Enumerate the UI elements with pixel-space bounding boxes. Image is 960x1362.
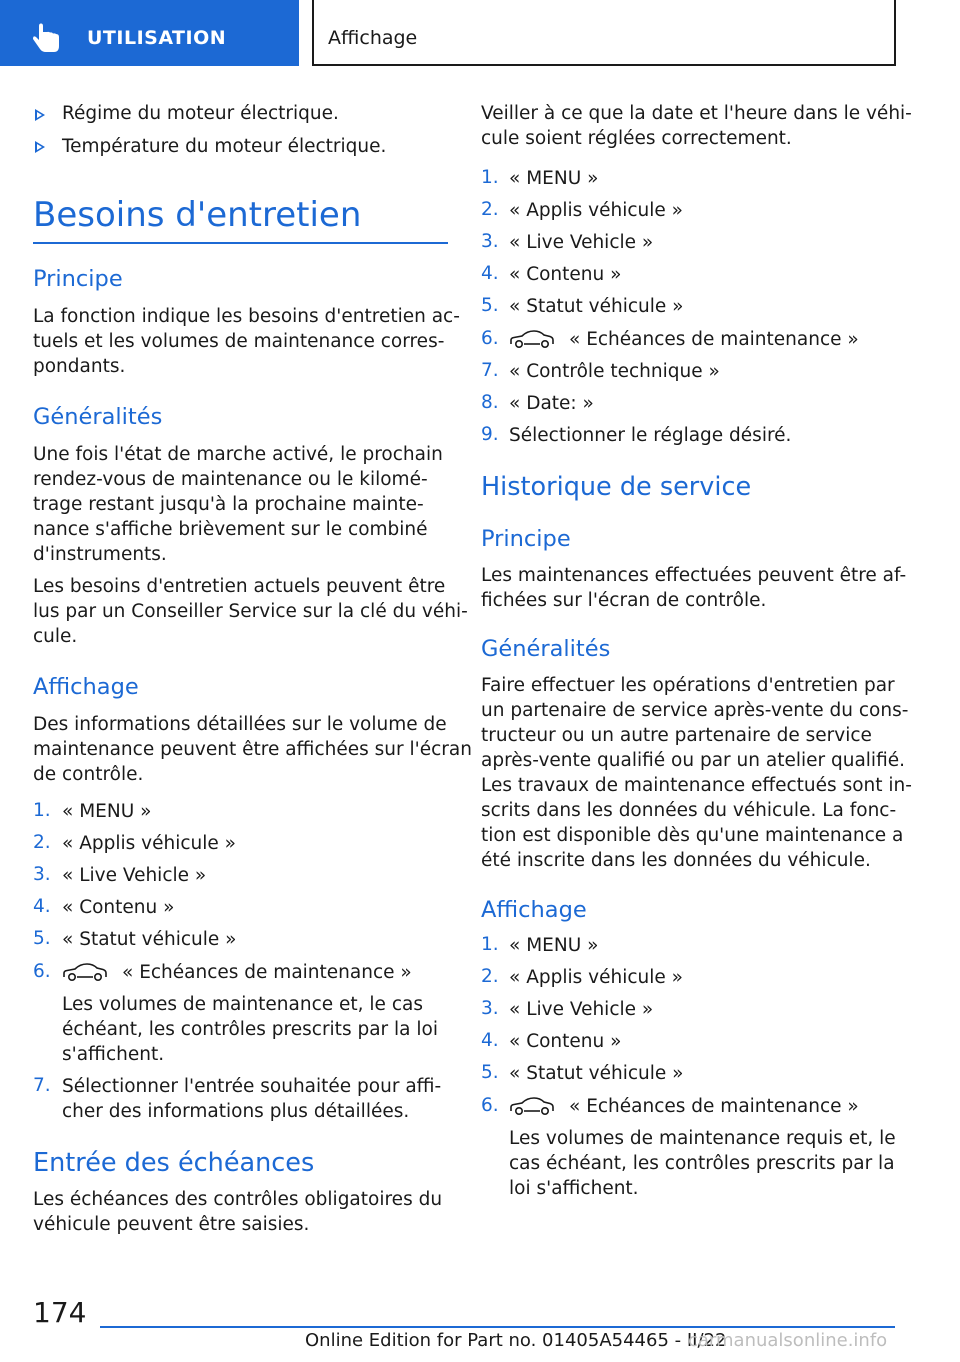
step-text: « Contenu »	[509, 264, 622, 285]
paragraph-line: fichées sur l'écran de contrôle.	[481, 590, 767, 611]
step-number: 2.	[481, 199, 499, 220]
header-title-box	[312, 0, 896, 66]
paragraph-line: véhicule peuvent être saisies.	[33, 1214, 310, 1235]
step-number: 3.	[481, 998, 499, 1019]
step-number: 6.	[33, 961, 51, 982]
section-heading: Besoins d'entretien	[33, 195, 362, 235]
footer-rule	[100, 1326, 895, 1328]
watermark: carmanualsonline.info	[688, 1330, 888, 1351]
step-number: 3.	[481, 231, 499, 252]
paragraph-line: tructeur ou un autre partenaire de service	[481, 725, 872, 746]
step-text: « Echéances de maintenance »	[569, 329, 859, 350]
step-number: 5.	[33, 928, 51, 949]
header-section-label: UTILISATION	[87, 27, 227, 49]
step-text: « MENU »	[62, 801, 152, 822]
paragraph-line: tuels et les volumes de maintenance corres-	[33, 331, 445, 352]
paragraph-line: Les besoins d'entretien actuels peuvent être	[33, 576, 446, 597]
bullet-item: Température du moteur électrique.	[62, 136, 387, 157]
footer-edition: Online Edition for Part no. 01405A54465 - II/22	[305, 1330, 727, 1351]
step-text: « MENU »	[509, 935, 599, 956]
subheading-affichage: Affichage	[33, 674, 139, 700]
bullet-triangle-icon	[35, 109, 45, 121]
step-text: « Applis véhicule »	[509, 200, 683, 221]
step-number: 3.	[33, 864, 51, 885]
step-text: « Statut véhicule »	[62, 929, 237, 950]
paragraph-line: Les travaux de maintenance effectués sont in-	[481, 775, 912, 796]
step-number: 1.	[33, 800, 51, 821]
step-number: 9.	[481, 424, 499, 445]
paragraph-line: cule.	[33, 626, 78, 647]
step-number: 1.	[481, 934, 499, 955]
step-detail-line: cas échéant, les contrôles prescrits par la	[509, 1153, 895, 1174]
paragraph-line: pondants.	[33, 356, 126, 377]
step-text: « Echéances de maintenance »	[569, 1096, 859, 1117]
car-icon	[62, 962, 108, 982]
paragraph-line: maintenance peuvent être affichées sur l'écran	[33, 739, 472, 760]
step-detail-line: Les volumes de maintenance requis et, le	[509, 1128, 896, 1149]
paragraph-line: Faire effectuer les opérations d'entretien par	[481, 675, 895, 696]
paragraph-line: un partenaire de service après-vente du cons-	[481, 700, 909, 721]
paragraph-line: lus par un Conseiller Service sur la clé du véhi-	[33, 601, 468, 622]
step-text: « Echéances de maintenance »	[122, 962, 412, 983]
step-number: 8.	[481, 392, 499, 413]
paragraph-line: de contrôle.	[33, 764, 144, 785]
page-number: 174	[33, 1296, 87, 1329]
header-title: Affichage	[328, 27, 418, 49]
step-number: 4.	[481, 263, 499, 284]
step-number: 4.	[33, 896, 51, 917]
subheading-principe: Principe	[481, 526, 571, 552]
paragraph-line: après-vente qualifié ou par un atelier qualifié.	[481, 750, 905, 771]
subheading-generalites: Généralités	[481, 636, 611, 662]
step-text: « Contenu »	[62, 897, 175, 918]
bullet-item: Régime du moteur électrique.	[62, 103, 339, 124]
paragraph-line: trage restant jusqu'à la prochaine mainte-	[33, 494, 424, 515]
step-text: « MENU »	[509, 168, 599, 189]
subheading-generalites: Généralités	[33, 404, 163, 430]
step-number: 2.	[481, 966, 499, 987]
step-detail-line: cher des informations plus détaillées.	[62, 1101, 410, 1122]
paragraph-line: Veiller à ce que la date et l'heure dans le véhi-	[481, 103, 912, 124]
step-text: Sélectionner le réglage désiré.	[509, 425, 792, 446]
subheading-affichage: Affichage	[481, 897, 587, 923]
step-text: « Contrôle technique »	[509, 361, 720, 382]
paragraph-line: Une fois l'état de marche activé, le prochain	[33, 444, 443, 465]
step-text: « Applis véhicule »	[62, 833, 236, 854]
paragraph-line: d'instruments.	[33, 544, 167, 565]
paragraph-line: La fonction indique les besoins d'entretien ac-	[33, 306, 460, 327]
step-text: « Applis véhicule »	[509, 967, 683, 988]
car-icon	[509, 1096, 555, 1116]
paragraph-line: scrits dans les données du véhicule. La fonc-	[481, 800, 897, 821]
car-icon	[509, 329, 555, 349]
paragraph-line: rendez-vous de maintenance ou le kilomé-	[33, 469, 428, 490]
step-number: 7.	[33, 1075, 51, 1096]
step-detail-line: Les volumes de maintenance et, le cas	[62, 994, 423, 1015]
step-detail-line: échéant, les contrôles prescrits par la loi	[62, 1019, 438, 1040]
heading-rule	[33, 242, 448, 244]
step-number: 2.	[33, 832, 51, 853]
bullet-triangle-icon	[35, 141, 45, 153]
step-detail-line: loi s'affichent.	[509, 1178, 639, 1199]
paragraph-line: Les maintenances effectuées peuvent être af-	[481, 565, 907, 586]
step-number: 7.	[481, 360, 499, 381]
step-detail-line: s'affichent.	[62, 1044, 165, 1065]
step-text: « Statut véhicule »	[509, 296, 684, 317]
header-section-tab	[0, 0, 299, 66]
step-number: 6.	[481, 1095, 499, 1116]
step-number: 5.	[481, 295, 499, 316]
subheading-historique: Historique de service	[481, 472, 752, 502]
paragraph-line: nance s'affiche brièvement sur le combiné	[33, 519, 428, 540]
step-number: 5.	[481, 1062, 499, 1083]
step-text: « Live Vehicle »	[62, 865, 207, 886]
paragraph-line: cule soient réglées correctement.	[481, 128, 792, 149]
step-number: 4.	[481, 1030, 499, 1051]
paragraph-line: Les échéances des contrôles obligatoires du	[33, 1189, 443, 1210]
step-number: 1.	[481, 167, 499, 188]
step-text: « Date: »	[509, 393, 594, 414]
paragraph-line: Des informations détaillées sur le volume de	[33, 714, 447, 735]
step-text: Sélectionner l'entrée souhaitée pour affi-	[62, 1076, 442, 1097]
step-text: « Statut véhicule »	[509, 1063, 684, 1084]
step-text: « Live Vehicle »	[509, 999, 654, 1020]
step-number: 6.	[481, 328, 499, 349]
step-text: « Live Vehicle »	[509, 232, 654, 253]
paragraph-line: été inscrite dans les données du véhicule.	[481, 850, 871, 871]
subheading-entree: Entrée des échéances	[33, 1148, 315, 1178]
subheading-principe: Principe	[33, 266, 123, 292]
step-text: « Contenu »	[509, 1031, 622, 1052]
hand-pointer-icon	[30, 22, 64, 54]
paragraph-line: tion est disponible dès qu'une maintenance a	[481, 825, 904, 846]
